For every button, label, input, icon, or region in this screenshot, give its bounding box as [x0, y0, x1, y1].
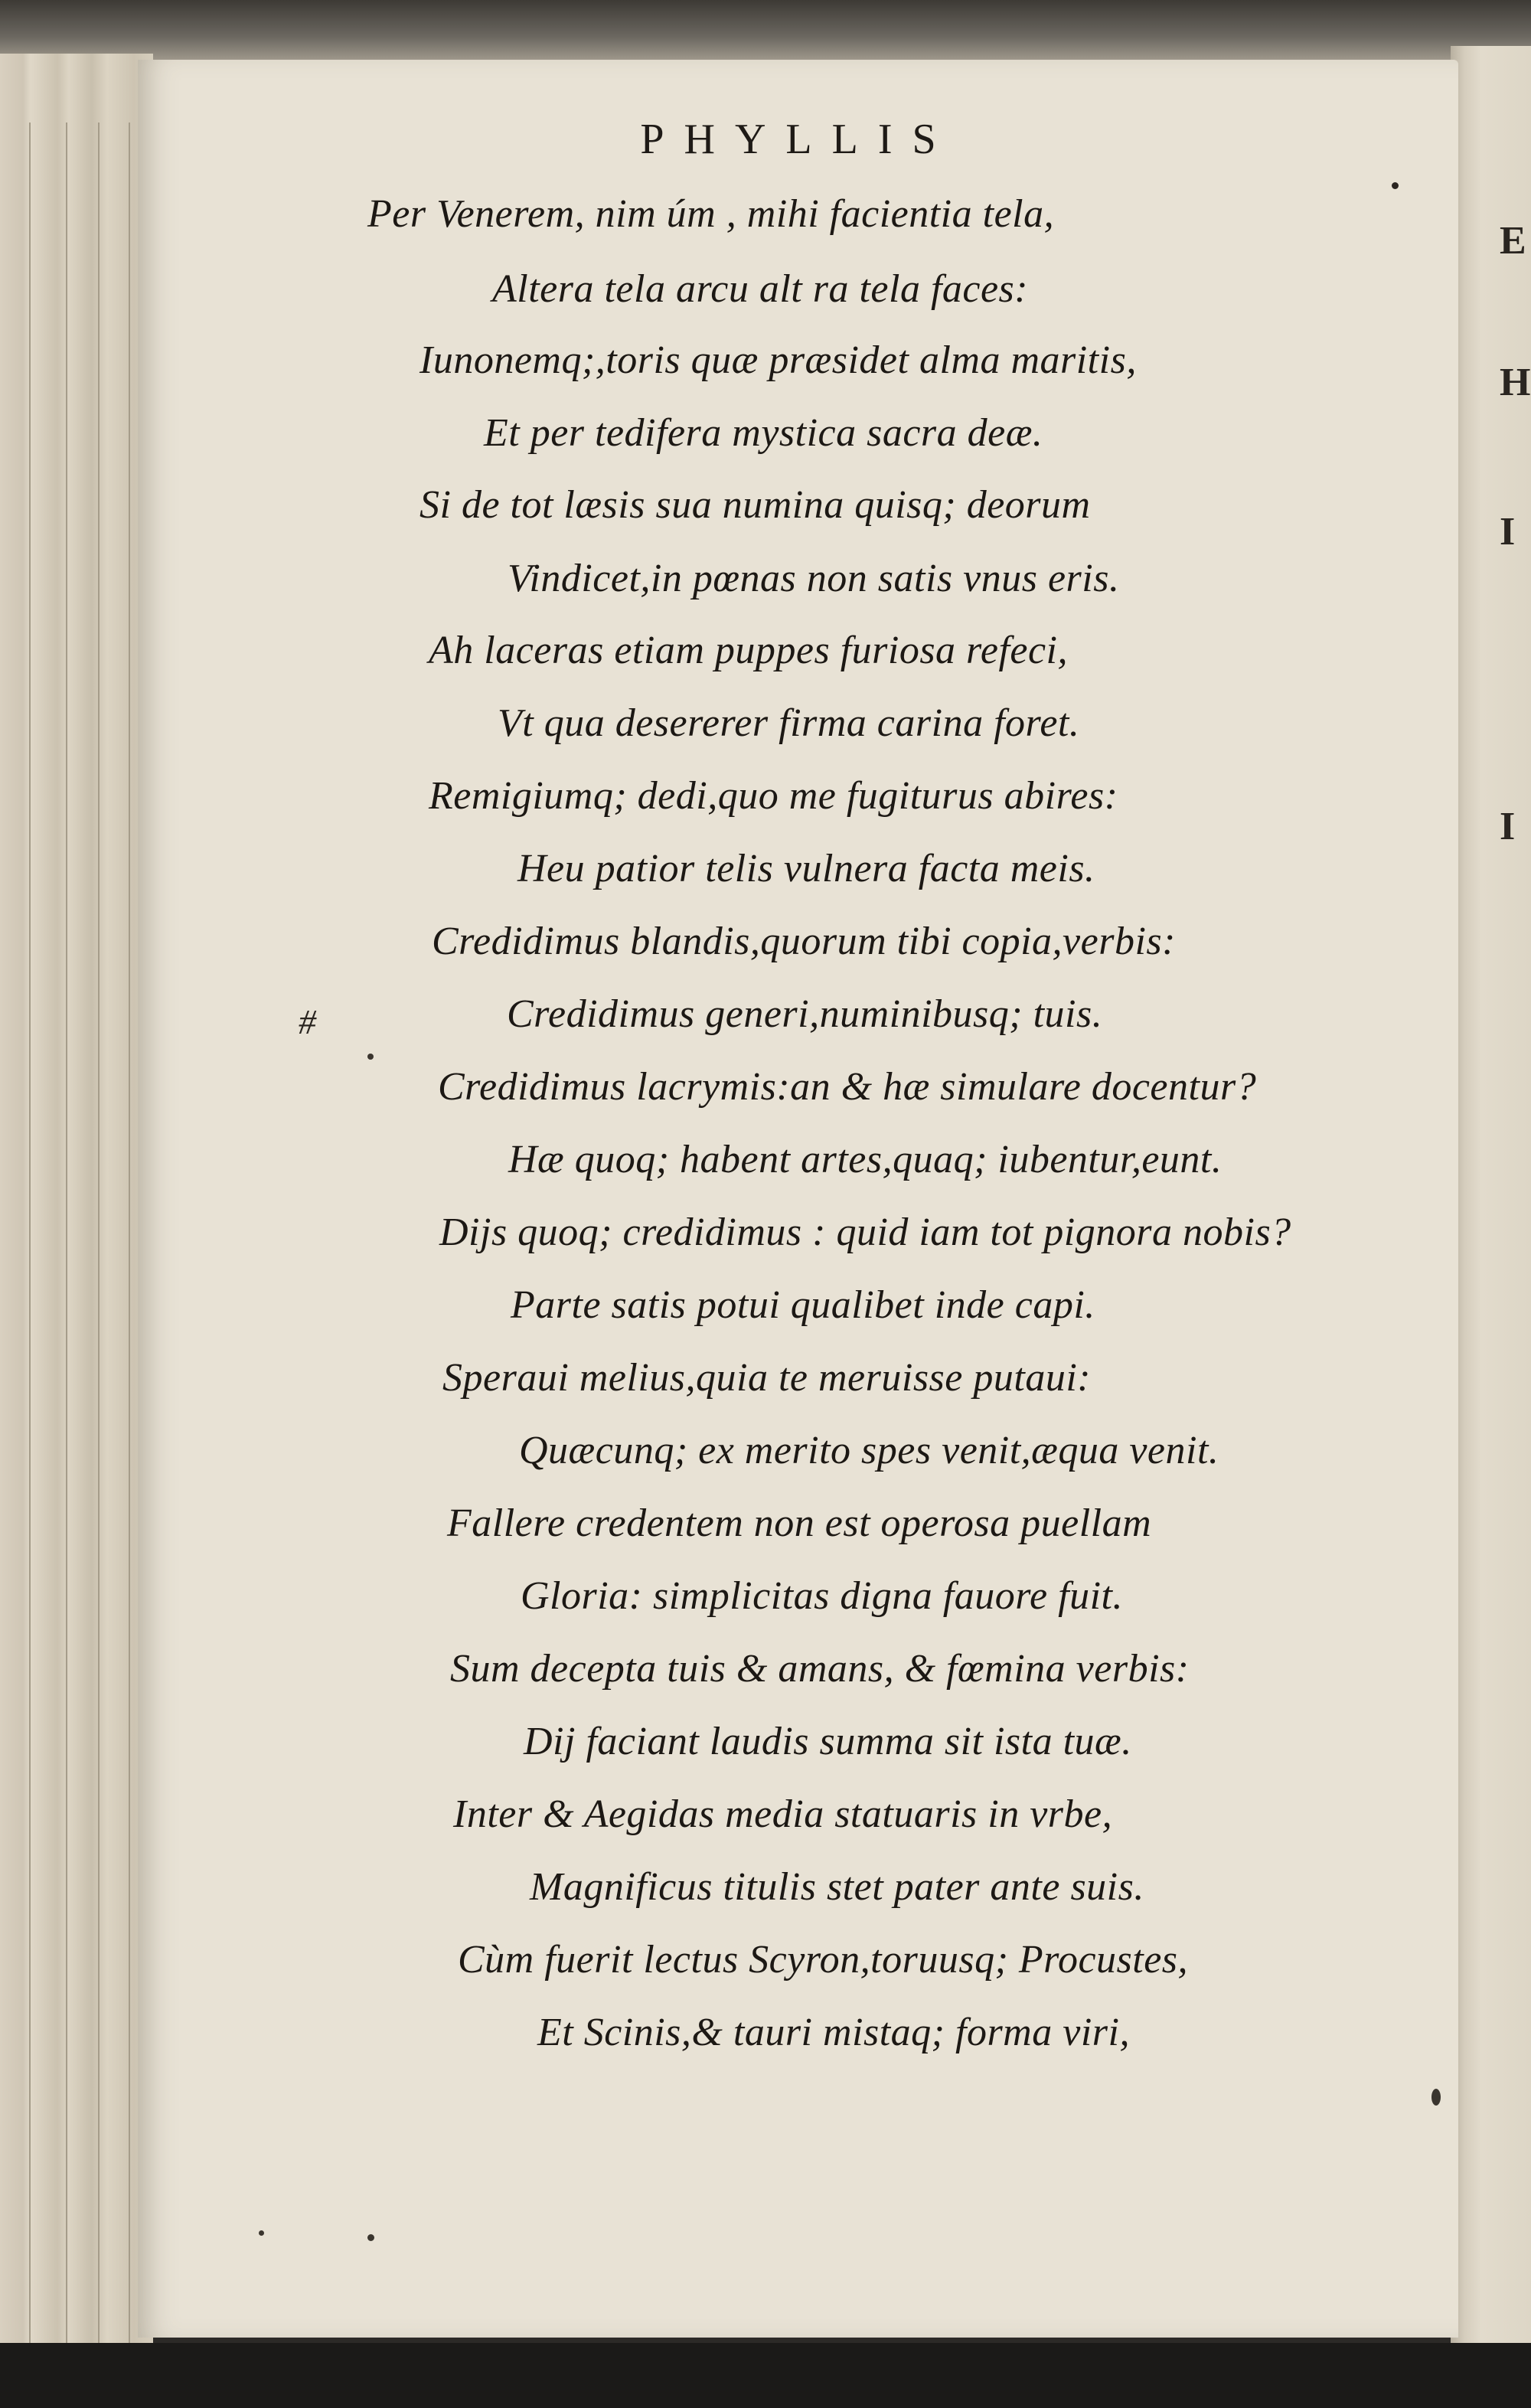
margin-hash-mark: # [299, 1002, 316, 1041]
page-edge-line [66, 123, 67, 2381]
verse-line: Magnificus titulis stet pater ante suis. [530, 1865, 1144, 1909]
facing-page-letter: E [1500, 219, 1526, 263]
facing-page-letter: I [1500, 805, 1516, 848]
verse-line: Cùm fuerit lectus Scyron,toruusq; Procustes, [458, 1938, 1189, 1982]
verse-line: Altera tela arcu alt ra tela faces: [492, 267, 1029, 311]
verse-line: Credidimus generi,numinibusq; tuis. [507, 992, 1103, 1036]
verse-line: Vindicet,in pœnas non satis vnus eris. [508, 557, 1120, 600]
page-speck [1431, 2089, 1441, 2106]
page-edges-left [0, 54, 153, 2343]
facing-page-edge [1451, 46, 1531, 2343]
page-speck [367, 1054, 374, 1060]
verse-list [138, 60, 1458, 2338]
verse-line: Dij faciant laudis summa sit ista tuæ. [524, 1720, 1132, 1763]
book-cover-top [0, 0, 1531, 61]
verse-line: Si de tot læsis sua numina quisq; deorum [419, 483, 1091, 527]
verse-line: Credidimus lacrymis:an & hæ simulare docentur? [438, 1065, 1257, 1109]
verse-line: Ah laceras etiam puppes furiosa refeci, [429, 629, 1068, 672]
verse-line: Et per tedifera mystica sacra deæ. [484, 411, 1043, 455]
verse-line: Heu patior telis vulnera facta meis. [517, 847, 1095, 890]
book-page [138, 60, 1458, 2338]
verse-line: Iunonemq;,toris quæ præsidet alma maritis, [419, 338, 1137, 382]
page-edge-line [98, 123, 100, 2381]
facing-page-letter: I [1500, 510, 1516, 554]
verse-line: Inter & Aegidas media statuaris in vrbe, [453, 1792, 1113, 1836]
page-edge-line [29, 123, 31, 2381]
page-edge-line [129, 123, 130, 2381]
verse-line: Hæ quoq; habent artes,quaq; iubentur,eunt. [508, 1138, 1223, 1181]
verse-line: Et Scinis,& tauri mistaq; forma viri, [537, 2011, 1130, 2054]
verse-line: Credidimus blandis,quorum tibi copia,verbis: [432, 920, 1176, 963]
verse-line: Per Venerem, nim úm , mihi facientia tela, [367, 192, 1055, 236]
verse-line: Remigiumq; dedi,quo me fugiturus abires: [429, 774, 1118, 818]
book-cover-bottom [0, 2343, 1531, 2408]
verse-line: Parte satis potui qualibet inde capi. [511, 1283, 1095, 1327]
facing-page-letter: H [1500, 361, 1531, 404]
verse-line: Fallere credentem non est operosa puellam [447, 1501, 1152, 1545]
verse-line: Gloria: simplicitas digna fauore fuit. [521, 1574, 1123, 1618]
verse-line: Dijs quoq; credidimus : quid iam tot pignora nobis? [439, 1211, 1291, 1254]
verse-line: Quæcunq; ex merito spes venit,æqua venit. [519, 1429, 1219, 1472]
page-speck [367, 2234, 374, 2241]
verse-line: Sum decepta tuis & amans, & fœmina verbis: [450, 1647, 1190, 1691]
verse-line: Speraui melius,quia te meruisse putaui: [442, 1356, 1092, 1400]
running-head: PHYLLIS [640, 116, 956, 163]
page-speck [259, 2230, 264, 2236]
verse-line: Vt qua desererer firma carina foret. [498, 701, 1080, 745]
